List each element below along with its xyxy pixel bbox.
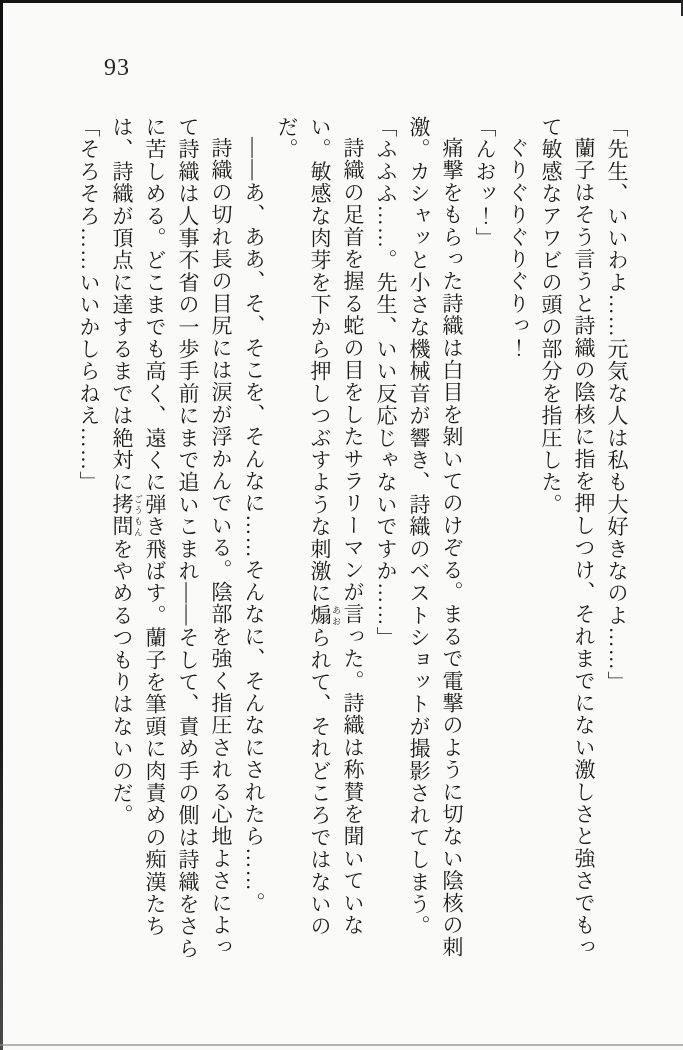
paragraph-9: 詩織の切れ長の目尻には涙が浮かんでいる。陰部を強く指圧される心地よさによって詩織は人事不省の一歩手前にまで追いこまれ――そして、責め手の側は詩織をさらに苦しめる。どこまでも高く、遠くに弾き飛ばす。蘭子を筆頭に肉責めの痴漢たちは、詩織が頂点に達するまでは絶対に拷問 ごうもんをやめるつもりはないのだ。	[110, 116, 233, 960]
body-text	[72, 116, 633, 964]
scan-edge-left	[0, 0, 3, 1050]
paragraph-3: ぐりぐりぐりぐりっ！	[506, 137, 530, 359]
paragraph-5: 痛撃をもらった詩織は白目を剝いてのけぞる。まるで電撃のように切ない陰核の刺激。カシャッと小さな機械音が響き、詩織のベストショットが撮影されてしまう。	[407, 116, 464, 959]
paragraph-7: 詩織の足首を握る蛇の目をしたサラリーマンが言った。詩織は称賛を聞いていない。敏感な肉芽を下から押しつぶすような刺激に煽 あおられて、それどころではないのだ。	[275, 116, 365, 938]
paragraph-6: 「ふふふ……。先生、いい反応じゃないですか……」	[374, 116, 398, 649]
ruby-annotated-word: 拷問 ごうもん	[110, 493, 143, 538]
scan-edge-top	[0, 0, 683, 3]
ruby-annotated-word: 煽 あお	[308, 604, 341, 627]
page-number: 93	[104, 55, 130, 81]
paragraph-2: 蘭子はそう言うと詩織の陰核に指を押しつけ、それまでにない激しさと強さでもって敏感なアワビの頭の部分を指圧した。	[539, 116, 596, 959]
scan-edge-bottom	[0, 1044, 683, 1046]
paragraph-10: 「そろそろ……いいかしらねえ……」	[77, 116, 101, 494]
paragraph-8: ――あ、ああ、そ、そこを、そんなに……そんなに、そんなにされたら……。	[242, 137, 266, 914]
paragraph-4: 「んおッ！」	[473, 116, 497, 250]
paragraph-1: 「先生、いいわよ……元気な人は私も大好きなのよ……」	[605, 116, 629, 694]
